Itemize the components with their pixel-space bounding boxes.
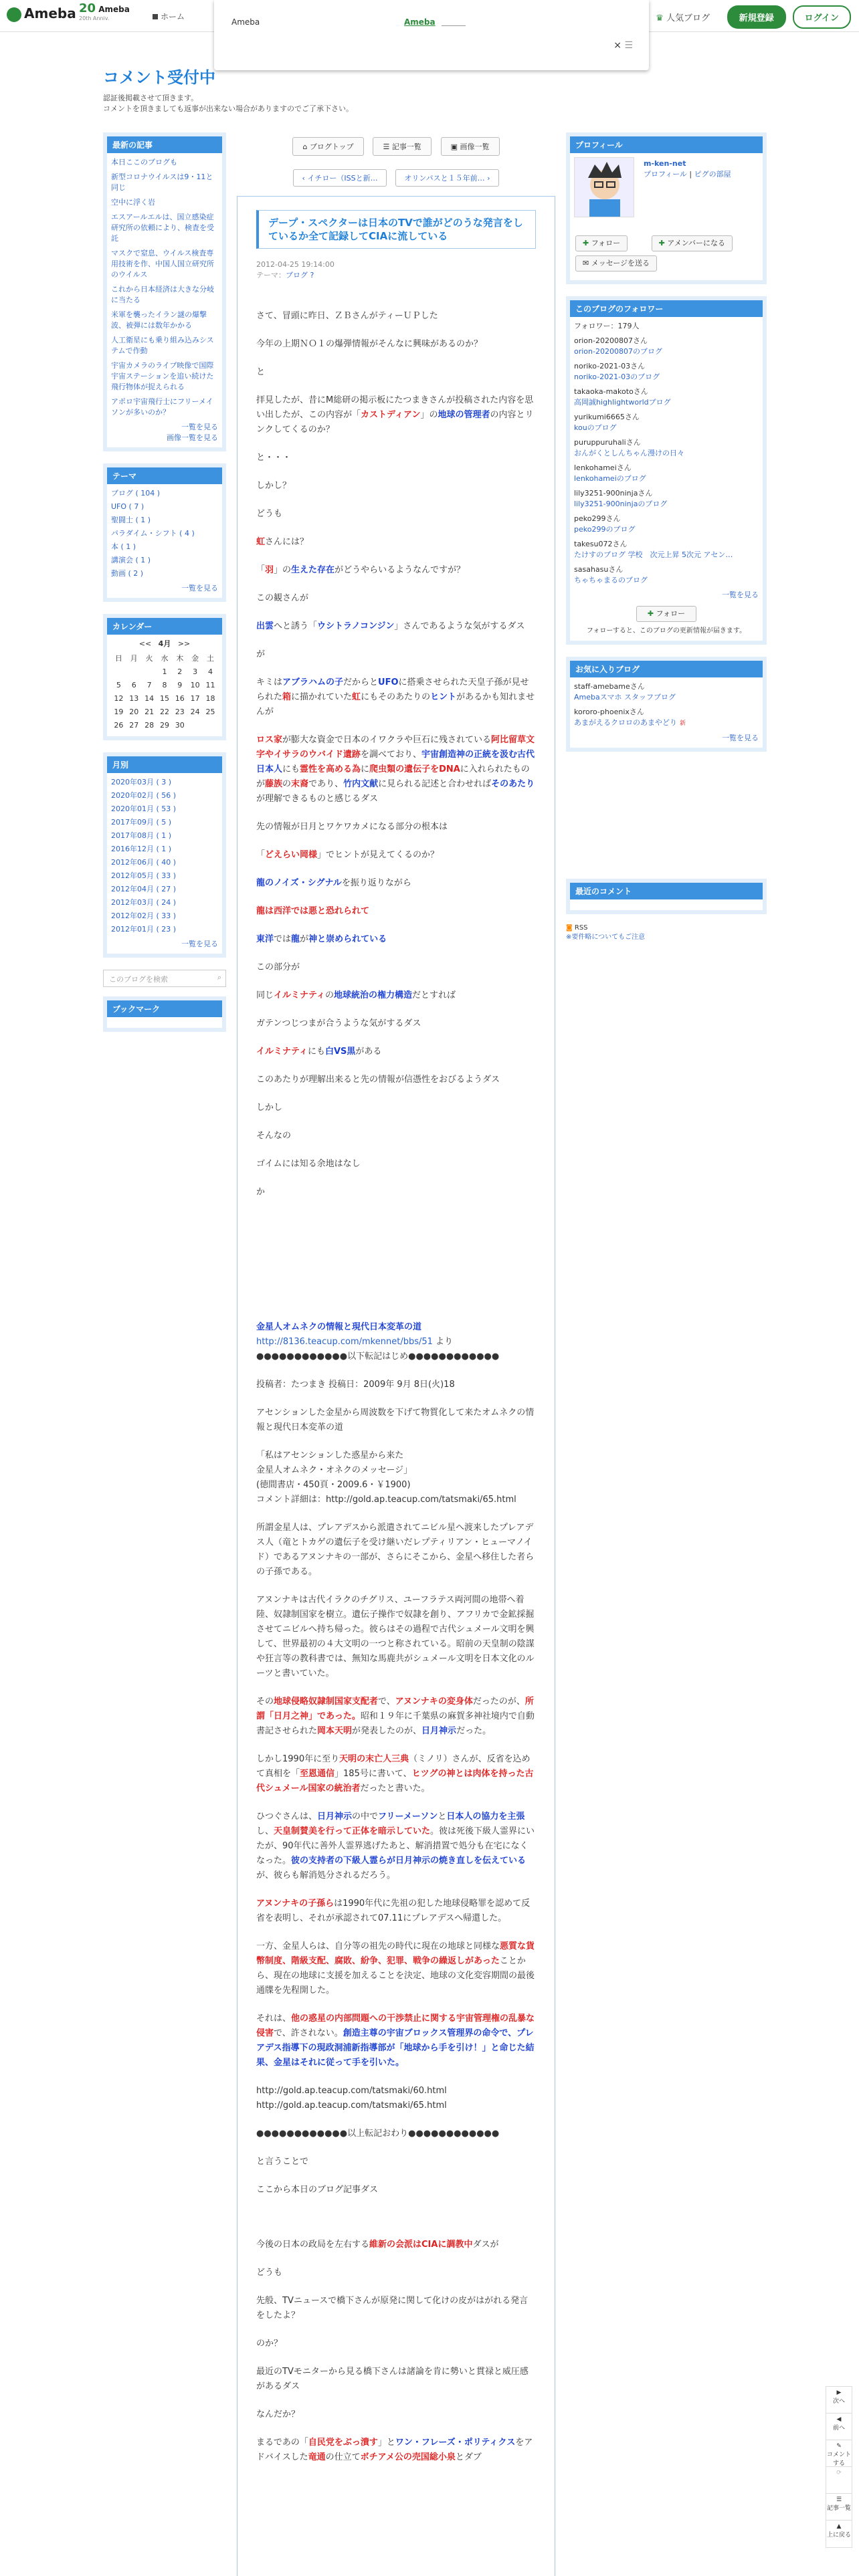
theme-link[interactable]: 講演会 ( 1 ) bbox=[111, 556, 151, 564]
login-button[interactable]: ログイン bbox=[793, 5, 851, 29]
recent-entry-link[interactable]: 空中に浮く岩 bbox=[111, 198, 155, 207]
calendar-day: 23 bbox=[175, 708, 185, 716]
quote-link-2[interactable]: http://gold.ap.teacup.com/tatsmaki/65.html bbox=[256, 2101, 447, 2111]
favorite-blog-title: Amebaスマホ スタッフブログ bbox=[574, 693, 676, 702]
comment-icon: ✎ bbox=[836, 2443, 842, 2450]
recent-entry-link[interactable]: 宇宙カメラのライブ映像で国際宇宙ステーションを追い続けた飛行物体が捉えられる bbox=[111, 361, 214, 391]
calendar-weekday: 木 bbox=[176, 654, 184, 663]
follower-name: lily3251-900ninjaさん bbox=[574, 489, 653, 498]
follower-item bbox=[574, 488, 759, 510]
follower-item bbox=[574, 412, 759, 433]
calendar-day: 19 bbox=[114, 708, 124, 716]
favorite-more-link[interactable]: 一覧を見る bbox=[722, 734, 759, 742]
theme-link[interactable]: 動画 ( 2 ) bbox=[111, 569, 144, 578]
archive-more-link[interactable]: 一覧を見る bbox=[181, 940, 218, 948]
calendar-day: 2 bbox=[177, 667, 183, 676]
recent-entry-link[interactable]: 米軍を襲ったイラン謎の爆撃波、被弾には数年かかる bbox=[111, 310, 207, 330]
calendar-day: 24 bbox=[190, 708, 200, 716]
favorite-blogs-box bbox=[566, 657, 767, 752]
recent-comments-list bbox=[570, 899, 763, 910]
calendar-day: 7 bbox=[147, 681, 152, 689]
calendar-weekday: 月 bbox=[130, 654, 138, 663]
follower-item bbox=[574, 514, 759, 535]
calendar-day: 18 bbox=[205, 694, 215, 703]
image-icon: ▣ bbox=[450, 142, 458, 151]
follower-name: takesu072さん bbox=[574, 540, 628, 548]
blog-description: 認証後掲載させて頂きます。 コメントを頂きましても返事が出来ない場合がありますのでご了承下さい。 bbox=[103, 94, 353, 113]
follower-blog-link[interactable]: lily3251-900ninjaのブログ bbox=[574, 500, 668, 508]
follow-note: フォローすると、このブログの更新情報が届きます。 bbox=[586, 627, 747, 635]
quote-link-1[interactable]: http://gold.ap.teacup.com/tatsmaki/60.html bbox=[256, 2086, 447, 2096]
article-title[interactable]: デープ・スペクターは日本のTVで誰がどのうな発言をしているか全て記録してCIAに流している bbox=[256, 210, 536, 249]
follower-name: lenkohameiさん bbox=[574, 463, 632, 472]
calendar-day: 27 bbox=[129, 721, 139, 730]
follow-button-2[interactable] bbox=[636, 606, 696, 622]
calendar-day: 25 bbox=[205, 708, 215, 716]
quote-title: 金星人オムネクの情報と現代日本変革の道 bbox=[256, 1322, 422, 1332]
calendar-day: 10 bbox=[190, 681, 200, 689]
follower-blog-link[interactable]: ちゃちゃまるのブログ bbox=[574, 576, 648, 584]
quoted-section: 金星人オムネクの情報と現代日本変革の道 http://8136.teacup.com/mkennet/bbs/51 より ●●●●●●●●●●●●以下転記はじめ●●●●●●●●●●●● 投稿者：たつまき 投稿日：2009年 9月 8日(火)18 アセンションした金星から周波数を下げて物質化して来たオムネクの情報と現代日本変革の道 「私はアセンションした惑星から来た 金星人オムネク・オネクのメッセージ」 (徳間書店・450頁・2009.6・￥1900) コメント詳細は：http://gold.ap.teacup.com/tatsmaki/65.html 所謂金星人は、プレアデスから派遣されてニビル星へ渡来したプレアデス人（竜とトカゲの遺伝子を受け継いだレプティリアン・ヒューマノイド）であるアヌンナキの一部が、さらにそこから、金星へ移住した者らの子孫である。 アヌンナキは古代イラクのチグリス、ユーフラテス両河間の地帯へ着陸、奴隷制国家を樹立。遺伝子操作で奴隷を創り、アフリカで金鉱採掘させてニビルへ持ち帰った。彼らはその過程で古代シュメール文明を興して、世界最初の４大文明の一つと称されている。昭前の天皇制の陰謀や狂言等の教科書では、無知な馬鹿共がシュメール文明を日本文化のルーツと書いていた。 その地球侵略奴隷制国家支配者で、アヌンナキの変身体だったのが、所謂「日月之神」であった。昭和１９年に千葉県の麻賀多神社境内で自動書記させられた岡本天明が発表したのが、日月神示だった。 しかし1990年に至り天明の末亡人三典（ミノリ）さんが、反省を込めて真相を「至恩通信」185号に書いて、ヒツグの神とは肉体を持った古代シュメール国家の統治者だったと書いた。 ひつぐさんは、日月神示の中でフリーメーソンと日本人の協力を主張し、天皇制賛美を行って正体を暗示していた。彼は死後下級人霊界にいたが、90年代に善外人霊界逃げたあと、解消措置で処分も在宅になくなった。彼の支持者の下級人霊らが日月神示の焼き直しを伝えているが、彼らも解消処分されるだろう。 アヌンナキの子孫らは1990年代に先祖の犯した地球侵略罪を認めて反省を表明し、それが承認されて07.11にプレアデスへ帰還した。 一方、金星人らは、自分等の祖先の時代に現在の地球と同様な悪質な貨幣制度、階級支配、腐敗、紛争、犯罪、戦争の繰返しがあったことから、現在の地球に支援を加えることを決定、地球の文化変容期間の最後通牒を先程開した。 それは、他の惑星の内部問題への干渉禁止に関する宇宙管理権の乱暴な侵害で、許されない。創造主尊の宇宙ブロックス管理界の命令で、プレアデス指導下の現政洞浦新指導部が「地球から手を引け！」と命じた結果、金星はそれに従って手を引いた。 http://gold.ap.teacup.com/tatsmaki/60.html http://gold.ap.teacup.com/tatsmaki/65.html ●●●●●●●●●●●●以上転記おわり●●●●●●●●●●●● bbox=[256, 1320, 536, 2141]
bookmark-list bbox=[107, 1017, 222, 1028]
follower-item bbox=[574, 387, 759, 408]
calendar-day: 8 bbox=[162, 681, 167, 689]
calendar-heading: カレンダー bbox=[107, 618, 222, 635]
left-sidebar bbox=[103, 132, 226, 1044]
recent-entry-link[interactable]: エスアールエルは、国立感染症研究所の依頼により、検査を受託 bbox=[111, 213, 214, 243]
ameba-logo[interactable]: Ameba bbox=[7, 5, 76, 22]
follower-item bbox=[574, 437, 759, 459]
archive-link[interactable]: 2012年04月 ( 27 ) bbox=[111, 885, 177, 893]
amember-button[interactable]: ✚ アメンバーになる bbox=[652, 235, 733, 251]
recent-entries-list bbox=[107, 153, 222, 447]
article-body: さて、冒頭に昨日、ＺＢさんがティーＵＰした 今年の上期ＮＯ１の爆弾情報がそんなに興味があるのか？ と 拝見したが、昔にM総研の掲示板にたつまきさんが投稿された内容を思い出したが、この内容が「カストディアン」の地球の管理者の内容とリンクしてくるのか？ と・・・ しかし？ どうも 虹さんには？ 「羽」の生えた存在がどうやらいるようなんですが？ この観さんが 出雲へと誘う「ウシトラノコンジン」さんであるような気がするダス が キミはアブラハムの子だからとUFOに搭乗させられた天皇子孫が見せられた箱に描かれていた虹にもそのあたりのヒントがあるかも知れませんが ロス家が膨大な資金で日本のイワクラや巨石に残されている阿比留草文字やイサラのウバイド遺跡を調べており、宇宙創造神の正統を汲む古代日本人にも霊性を高める為に爬虫類の遺伝子をDNAに入れられたものが藤族の末裔であり、竹内文献に見られる記述と合わせればそのあたりが理解できるものと感じるダス 先の情報が日月とワケワカメになる部分の根本は 「どえらい岡様」でヒントが見えてくるのか？ 龍のノイズ・シグナルを振り返りながら 龍は西洋では悪と恐れられて 東洋では龍が神と崇められている この部分が 同じイルミナティの地球統治の権力構造だとすれば ガテンつじつまが合うような気がするダス イルミナティにも白VS黒がある このあたりが理解出来ると先の情報が信憑性をおびるようダス しかし そんなの ゴイムには知る余地はなし か 金星人オムネクの情報と現代日本変革の道 http://8136.teacup.com/mkennet/bbs/51 より ●●●●●●●●●●●●以下転記はじめ●●●●●●●●●●●● 投稿者：たつまき 投稿日：2009年 9月 8日(火)18 アセンションした金星から周波数を下げて物質化して来たオムネクの情報と現代日本変革の道 「私はアセンションした惑星から来た 金星人オムネク・オネクのメッセージ」 (徳間書店・450頁・2009.6・￥1900) コメント詳細は：http://gold.ap.teacup.com/tatsmaki/65.html 所謂金星人は、プレアデスから派遣されてニビル星へ渡来したプレアデス人（竜とトカゲの遺伝子を受け継いだレプティリアン・ヒューマノイド）であるアヌンナキの一部が、さらにそこから、金星へ移住した者らの子孫である。 アヌンナキは古代イラクのチグリス、ユーフラテス両河間の地帯へ着陸、奴隷制国家を樹立。遺伝子操作で奴隷を創り、アフリカで金鉱採掘させてニビルへ持ち帰った。彼らはその過程で古代シュメール文明を興して、世界最初の４大文明の一つと称されている。昭前の天皇制の陰謀や狂言等の教科書では、無知な馬鹿共がシュメール文明を日本文化のルーツと書いていた。 その地球侵略奴隷制国家支配者で、アヌンナキの変身体だったのが、所謂「日月之神」であった。昭和１９年に千葉県の麻賀多神社境内で自動書記させられた岡本天明が発表したのが、日月神示だった。 しかし1990年に至り天明の末亡人三典（ミノリ）さんが、反省を込めて真相を「至恩通信」185号に書いて、ヒツグの神とは肉体を持った古代シュメール国家の統治者だったと書いた。 ひつぐさんは、日月神示の中でフリーメーソンと日本人の協力を主張し、天皇制賛美を行って正体を暗示していた。彼は死後下級人霊界にいたが、90年代に善外人霊界逃げたあと、解消措置で処分も在宅になくなった。彼の支持者の下級人霊らが日月神示の焼き直しを伝えているが、彼らも解消処分されるだろう。 アヌンナキの子孫らは1990年代に先祖の犯した地球侵略罪を認めて反省を表明し、それが承認されて07.11にプレアデスへ帰還した。 一方、金星人らは、自分等の祖先の時代に現在の地球と同様な悪質な貨幣制度、階級支配、腐敗、紛争、犯罪、戦争の繰返しがあったことから、現在の地球に支援を加えることを決定、地球の文化変容期間の最後通牒を先程開した。 それは、他の惑星の内部問題への干渉禁止に関する宇宙管理権の乱暴な侵害で、許されない。創造主尊の宇宙ブロックス管理界の命令で、プレアデス指導下の現政洞浦新指導部が「地球から手を引け！」と命じた結果、金星はそれに従って手を引いた。 http://gold.ap.teacup.com/tatsmaki/60.html http://gold.ap.teacup.com/tatsmaki/65.html ●●●●●●●●●●●●以上転記おわり●●●●●●●●●●●● と言うことで ここから本日のブログ記事ダス 今後の日本の政局を左右する維新の会派はCIAに調教中ダスが どうも 先般、TVニュースで橋下さんが原発に関して化けの皮がはがれる発言をしたよ？ のか？ 最近のTVモニターから見る橋下さんは諸論を肯に勢いと貫禄と威圧感があるダス なんだか？ まるであの「自民党をぶっ潰す」とワン・フレーズ・ポリティクスをアドバイスした竜通の仕立てボチアメ公の売国総小泉とダブ bbox=[256, 311, 535, 2462]
follower-name: orion-20200807さん bbox=[574, 336, 648, 345]
rss-icon: ◙ bbox=[566, 924, 573, 932]
archive-link[interactable]: 2020年01月 ( 53 ) bbox=[111, 804, 177, 813]
follow-box bbox=[574, 606, 759, 637]
calendar-day: 12 bbox=[114, 694, 124, 703]
popup-close-button[interactable] bbox=[613, 40, 633, 51]
archives-heading: 月別 bbox=[107, 756, 222, 773]
blog-top-button[interactable]: ⌂ ブログトップ bbox=[292, 137, 363, 156]
reblog-icon: ⟳ bbox=[836, 2470, 842, 2476]
recent-entry-link[interactable]: 新型コロナウイルスは9・11と同じ bbox=[111, 173, 213, 192]
bookmark-heading: ブックマーク bbox=[107, 1000, 222, 1017]
follower-name: peko299さん bbox=[574, 514, 621, 523]
home-icon: ⌂ bbox=[302, 142, 308, 151]
calendar-weekday: 日 bbox=[114, 654, 122, 663]
calendar-day bbox=[187, 719, 203, 732]
article bbox=[237, 196, 555, 2576]
calendar-weekday: 水 bbox=[161, 654, 169, 663]
theme-link[interactable]: ブログ ( 104 ) bbox=[111, 489, 161, 498]
calendar-day: 26 bbox=[114, 721, 124, 730]
follower-name: sasahasuさん bbox=[574, 565, 624, 574]
follower-blog-link[interactable]: kouのブログ bbox=[574, 423, 617, 432]
favorite-blogs-heading: お気に入りブログ bbox=[570, 661, 763, 677]
anniversary-number: 20 bbox=[79, 1, 96, 15]
calendar-day: 14 bbox=[145, 694, 155, 703]
favorite-blog-title: あまがえるクロロのあまやどり bbox=[574, 718, 677, 727]
home-link[interactable]: ホーム bbox=[153, 11, 185, 22]
follow-button[interactable]: ✚ フォロー bbox=[575, 235, 628, 251]
calendar-day: 21 bbox=[145, 708, 155, 716]
calendar-weekday: 金 bbox=[191, 654, 199, 663]
follow-label: フォロー bbox=[656, 609, 686, 618]
calendar-day: 9 bbox=[177, 681, 183, 689]
recent-entry-link[interactable]: これから日本経済は大きな分岐に当たる bbox=[111, 285, 214, 304]
avatar[interactable] bbox=[574, 157, 634, 217]
anniversary-logo[interactable] bbox=[79, 1, 130, 23]
arrow-up-icon: ▲ bbox=[836, 2523, 842, 2530]
prev-entry-link[interactable]: ‹ イチロー（ISSと新… bbox=[293, 169, 386, 187]
entry-list-button[interactable]: ☰ 記事一覧 bbox=[373, 137, 431, 156]
follower-blog-link[interactable]: orion-20200807のブログ bbox=[574, 347, 662, 356]
calendar-day: 29 bbox=[159, 721, 169, 730]
rss-note[interactable]: ※要件略についてもご注意 bbox=[566, 934, 646, 941]
calendar-weekday: 火 bbox=[145, 654, 153, 663]
recent-more-link[interactable]: 一覧を見る bbox=[181, 423, 218, 431]
theme-link[interactable]: 聖闘士 ( 1 ) bbox=[111, 516, 151, 524]
calendar-day: 17 bbox=[190, 694, 200, 703]
plus-icon: ✚ bbox=[647, 609, 656, 618]
follower-blog-link[interactable]: noriko-2021-03のブログ bbox=[574, 372, 660, 381]
archive-link[interactable]: 2012年06月 ( 40 ) bbox=[111, 858, 177, 867]
favorite-blogs-list bbox=[570, 677, 763, 748]
calendar-weekday: 土 bbox=[207, 654, 215, 663]
followers-list bbox=[570, 317, 763, 641]
follower-blog-link[interactable]: 高岡誠highlightworldブログ bbox=[574, 398, 671, 407]
follower-name: noriko-2021-03さん bbox=[574, 362, 646, 370]
followers-more-link[interactable]: 一覧を見る bbox=[722, 591, 759, 599]
avatar-image bbox=[575, 158, 634, 217]
followers-heading: このブログのフォロワー bbox=[570, 300, 763, 317]
favorite-name: staff-amebameさん bbox=[574, 682, 645, 691]
popup-banner bbox=[214, 0, 649, 70]
popup-label: Ameba bbox=[231, 17, 260, 27]
calendar-day: 1 bbox=[162, 667, 167, 676]
recent-comments-box bbox=[566, 879, 767, 914]
mail-icon: ✉ bbox=[583, 259, 589, 267]
prev-entry-button[interactable]: ◀ 前へ bbox=[826, 2413, 852, 2440]
follower-item bbox=[574, 463, 759, 484]
article-theme-link[interactable]: ブログ ? bbox=[286, 271, 314, 280]
new-badge: 新 bbox=[680, 720, 686, 727]
follower-blog-link[interactable]: たけすのブログ 学校 次元上昇 5次元 アセン… bbox=[574, 550, 733, 559]
popup-link[interactable]: Ameba bbox=[404, 17, 436, 27]
calendar-day: 13 bbox=[129, 694, 139, 703]
themes-box bbox=[103, 463, 226, 602]
follower-blog-link[interactable]: lenkohameiのブログ bbox=[574, 474, 646, 483]
rss-link[interactable]: ◙ RSS bbox=[566, 924, 588, 932]
people-icon: ✚ bbox=[658, 239, 665, 247]
follower-name: takaoka-makotoさん bbox=[574, 387, 648, 396]
plus-icon: ✚ bbox=[583, 239, 589, 247]
theme-link[interactable]: 本 ( 1 ) bbox=[111, 542, 136, 551]
follower-name: puruppuruhaliさん bbox=[574, 438, 641, 447]
crown-icon: ♛ bbox=[656, 13, 664, 23]
recent-entry-link[interactable]: 本日ここのブログも bbox=[111, 158, 177, 167]
close-icon: × bbox=[613, 40, 622, 51]
image-list-button[interactable]: ▣ 画像一覧 bbox=[441, 137, 500, 156]
themes-list bbox=[107, 484, 222, 598]
favorite-name: kororo-phoenixさん bbox=[574, 708, 644, 716]
calendar-day: 4 bbox=[208, 667, 213, 676]
list-icon: ☰ bbox=[383, 142, 390, 151]
menu-icon: ☰ bbox=[624, 40, 633, 51]
article-meta: 2012-04-25 19:14:00 テーマ：ブログ ? bbox=[256, 259, 536, 281]
calendar-day: 3 bbox=[193, 667, 198, 676]
arrow-left-icon: ◀ bbox=[836, 2416, 842, 2423]
next-month-button[interactable]: >> bbox=[177, 639, 191, 648]
comment-button[interactable]: ✎ コメントする bbox=[826, 2440, 852, 2467]
followers-count: フォロワー：179人 bbox=[574, 322, 640, 330]
right-sidebar bbox=[566, 132, 767, 942]
calendar-day: 5 bbox=[116, 681, 121, 689]
follower-item bbox=[574, 336, 759, 357]
prev-month-button[interactable]: << bbox=[138, 639, 152, 648]
follower-item bbox=[574, 539, 759, 560]
pigg-link[interactable]: ピグの部屋 bbox=[694, 170, 731, 179]
next-entry-link[interactable]: オリンパスと１５年前… › bbox=[395, 169, 498, 187]
main-content bbox=[237, 134, 555, 2576]
favorite-item bbox=[574, 681, 759, 703]
recent-entry-link[interactable]: 人工衛星にも乗り組み込みシステムで作動 bbox=[111, 336, 214, 355]
back-to-top-button[interactable]: ▲ 上に戻る bbox=[826, 2523, 851, 2539]
follower-blog-link[interactable]: peko299のブログ bbox=[574, 525, 636, 534]
calendar-table bbox=[111, 652, 218, 732]
favorite-blog-link[interactable] bbox=[574, 692, 759, 703]
blog-header bbox=[103, 64, 756, 131]
themes-heading: テーマ bbox=[107, 467, 222, 484]
blog-title[interactable]: コメント受付中 bbox=[103, 68, 215, 87]
calendar-day: 20 bbox=[129, 708, 139, 716]
archive-link[interactable]: 2012年03月 ( 24 ) bbox=[111, 898, 177, 907]
calendar-day: 28 bbox=[145, 721, 155, 730]
calendar-day bbox=[126, 665, 142, 679]
archive-link[interactable]: 2017年08月 ( 1 ) bbox=[111, 831, 172, 840]
entry-list-side-button[interactable]: ☰ 記事一覧 bbox=[826, 2494, 852, 2520]
blog-search-input[interactable]: このブログを検索 ⌕ bbox=[103, 970, 226, 987]
favorite-blog-link[interactable] bbox=[574, 718, 759, 729]
bookmark-box bbox=[103, 996, 226, 1032]
calendar-box bbox=[103, 614, 226, 740]
follower-item bbox=[574, 564, 759, 586]
reblog-button[interactable] bbox=[826, 2467, 852, 2494]
recent-entries-box bbox=[103, 132, 226, 451]
theme-link[interactable]: UFO ( 7 ) bbox=[111, 502, 145, 511]
archives-box bbox=[103, 752, 226, 958]
calendar-day: 16 bbox=[175, 694, 185, 703]
calendar-day: 30 bbox=[175, 721, 185, 730]
calendar-month: 4月 bbox=[158, 639, 171, 648]
popup-underline bbox=[442, 25, 466, 26]
profile-link[interactable]: プロフィール bbox=[644, 170, 687, 179]
archive-link[interactable]: 2020年02月 ( 56 ) bbox=[111, 791, 177, 800]
recent-entry-link[interactable]: マスクで窒息、ウイルス検査専用技術を作、中国人国立研究所のウイルス bbox=[111, 249, 214, 279]
anniversary-sub: 20th Anniv. bbox=[79, 15, 110, 21]
list-icon: ☰ bbox=[836, 2496, 842, 2503]
follower-name: yurikumi6665さん bbox=[574, 413, 640, 421]
profile-heading: プロフィール bbox=[570, 136, 763, 153]
recent-comments-heading: 最近のコメント bbox=[570, 883, 763, 899]
home-icon bbox=[153, 14, 158, 19]
ranking-link[interactable]: ♛ 人気ブログ bbox=[656, 13, 710, 23]
anniversary-text: Ameba bbox=[98, 5, 130, 14]
followers-box bbox=[566, 296, 767, 645]
calendar-day: 6 bbox=[131, 681, 136, 689]
calendar-day bbox=[203, 719, 218, 732]
favorite-item bbox=[574, 707, 759, 729]
profile-box: プロフィール m-ken-net プロフィール | ピグの部屋 ✚ フォロー ✚ アメンバーになる ✉ メッセージを送る bbox=[566, 132, 767, 284]
theme-more-link[interactable]: 一覧を見る bbox=[181, 584, 218, 593]
calendar-day: 22 bbox=[159, 708, 169, 716]
archive-link[interactable]: 2020年03月 ( 3 ) bbox=[111, 778, 172, 786]
archives-list bbox=[107, 773, 222, 954]
recent-entries-heading: 最新の記事 bbox=[107, 136, 222, 153]
signup-button[interactable]: 新規登録 bbox=[727, 5, 786, 29]
profile-username[interactable]: m-ken-net bbox=[644, 159, 686, 168]
follower-item bbox=[574, 361, 759, 383]
calendar bbox=[107, 635, 222, 736]
calendar-day bbox=[111, 665, 126, 679]
floating-nav bbox=[826, 2386, 852, 2548]
theme-link[interactable]: パラダイム・シフト ( 4 ) bbox=[111, 529, 195, 538]
calendar-day bbox=[142, 665, 157, 679]
arrow-right-icon: ▶ bbox=[836, 2389, 842, 2396]
search-icon[interactable]: ⌕ bbox=[217, 973, 221, 982]
calendar-day: 15 bbox=[159, 694, 169, 703]
archive-link[interactable]: 2017年09月 ( 5 ) bbox=[111, 818, 172, 827]
article-date: 2012-04-25 19:14:00 bbox=[256, 260, 335, 269]
archive-link[interactable]: 2012年02月 ( 33 ) bbox=[111, 911, 177, 920]
next-entry-button[interactable]: ▶ 次へ bbox=[826, 2387, 852, 2413]
image-more-link[interactable]: 画像一覧を見る bbox=[167, 433, 218, 442]
archive-link[interactable]: 2016年12月 ( 1 ) bbox=[111, 845, 172, 853]
follower-blog-link[interactable]: おんがくとしんちゃん漫けの日々 bbox=[574, 449, 684, 457]
send-message-button[interactable]: ✉ メッセージを送る bbox=[575, 255, 657, 272]
recent-entry-link[interactable]: アポロ宇宙飛行士にフリーメイソンが多いのか？ bbox=[111, 397, 213, 417]
archive-link[interactable]: 2012年01月 ( 23 ) bbox=[111, 925, 177, 934]
archive-link[interactable]: 2012年05月 ( 33 ) bbox=[111, 871, 177, 880]
quote-source-link[interactable]: http://8136.teacup.com/mkennet/bbs/51 bbox=[256, 1337, 433, 1347]
ameba-logo-icon bbox=[7, 7, 21, 22]
calendar-day: 11 bbox=[205, 681, 215, 689]
